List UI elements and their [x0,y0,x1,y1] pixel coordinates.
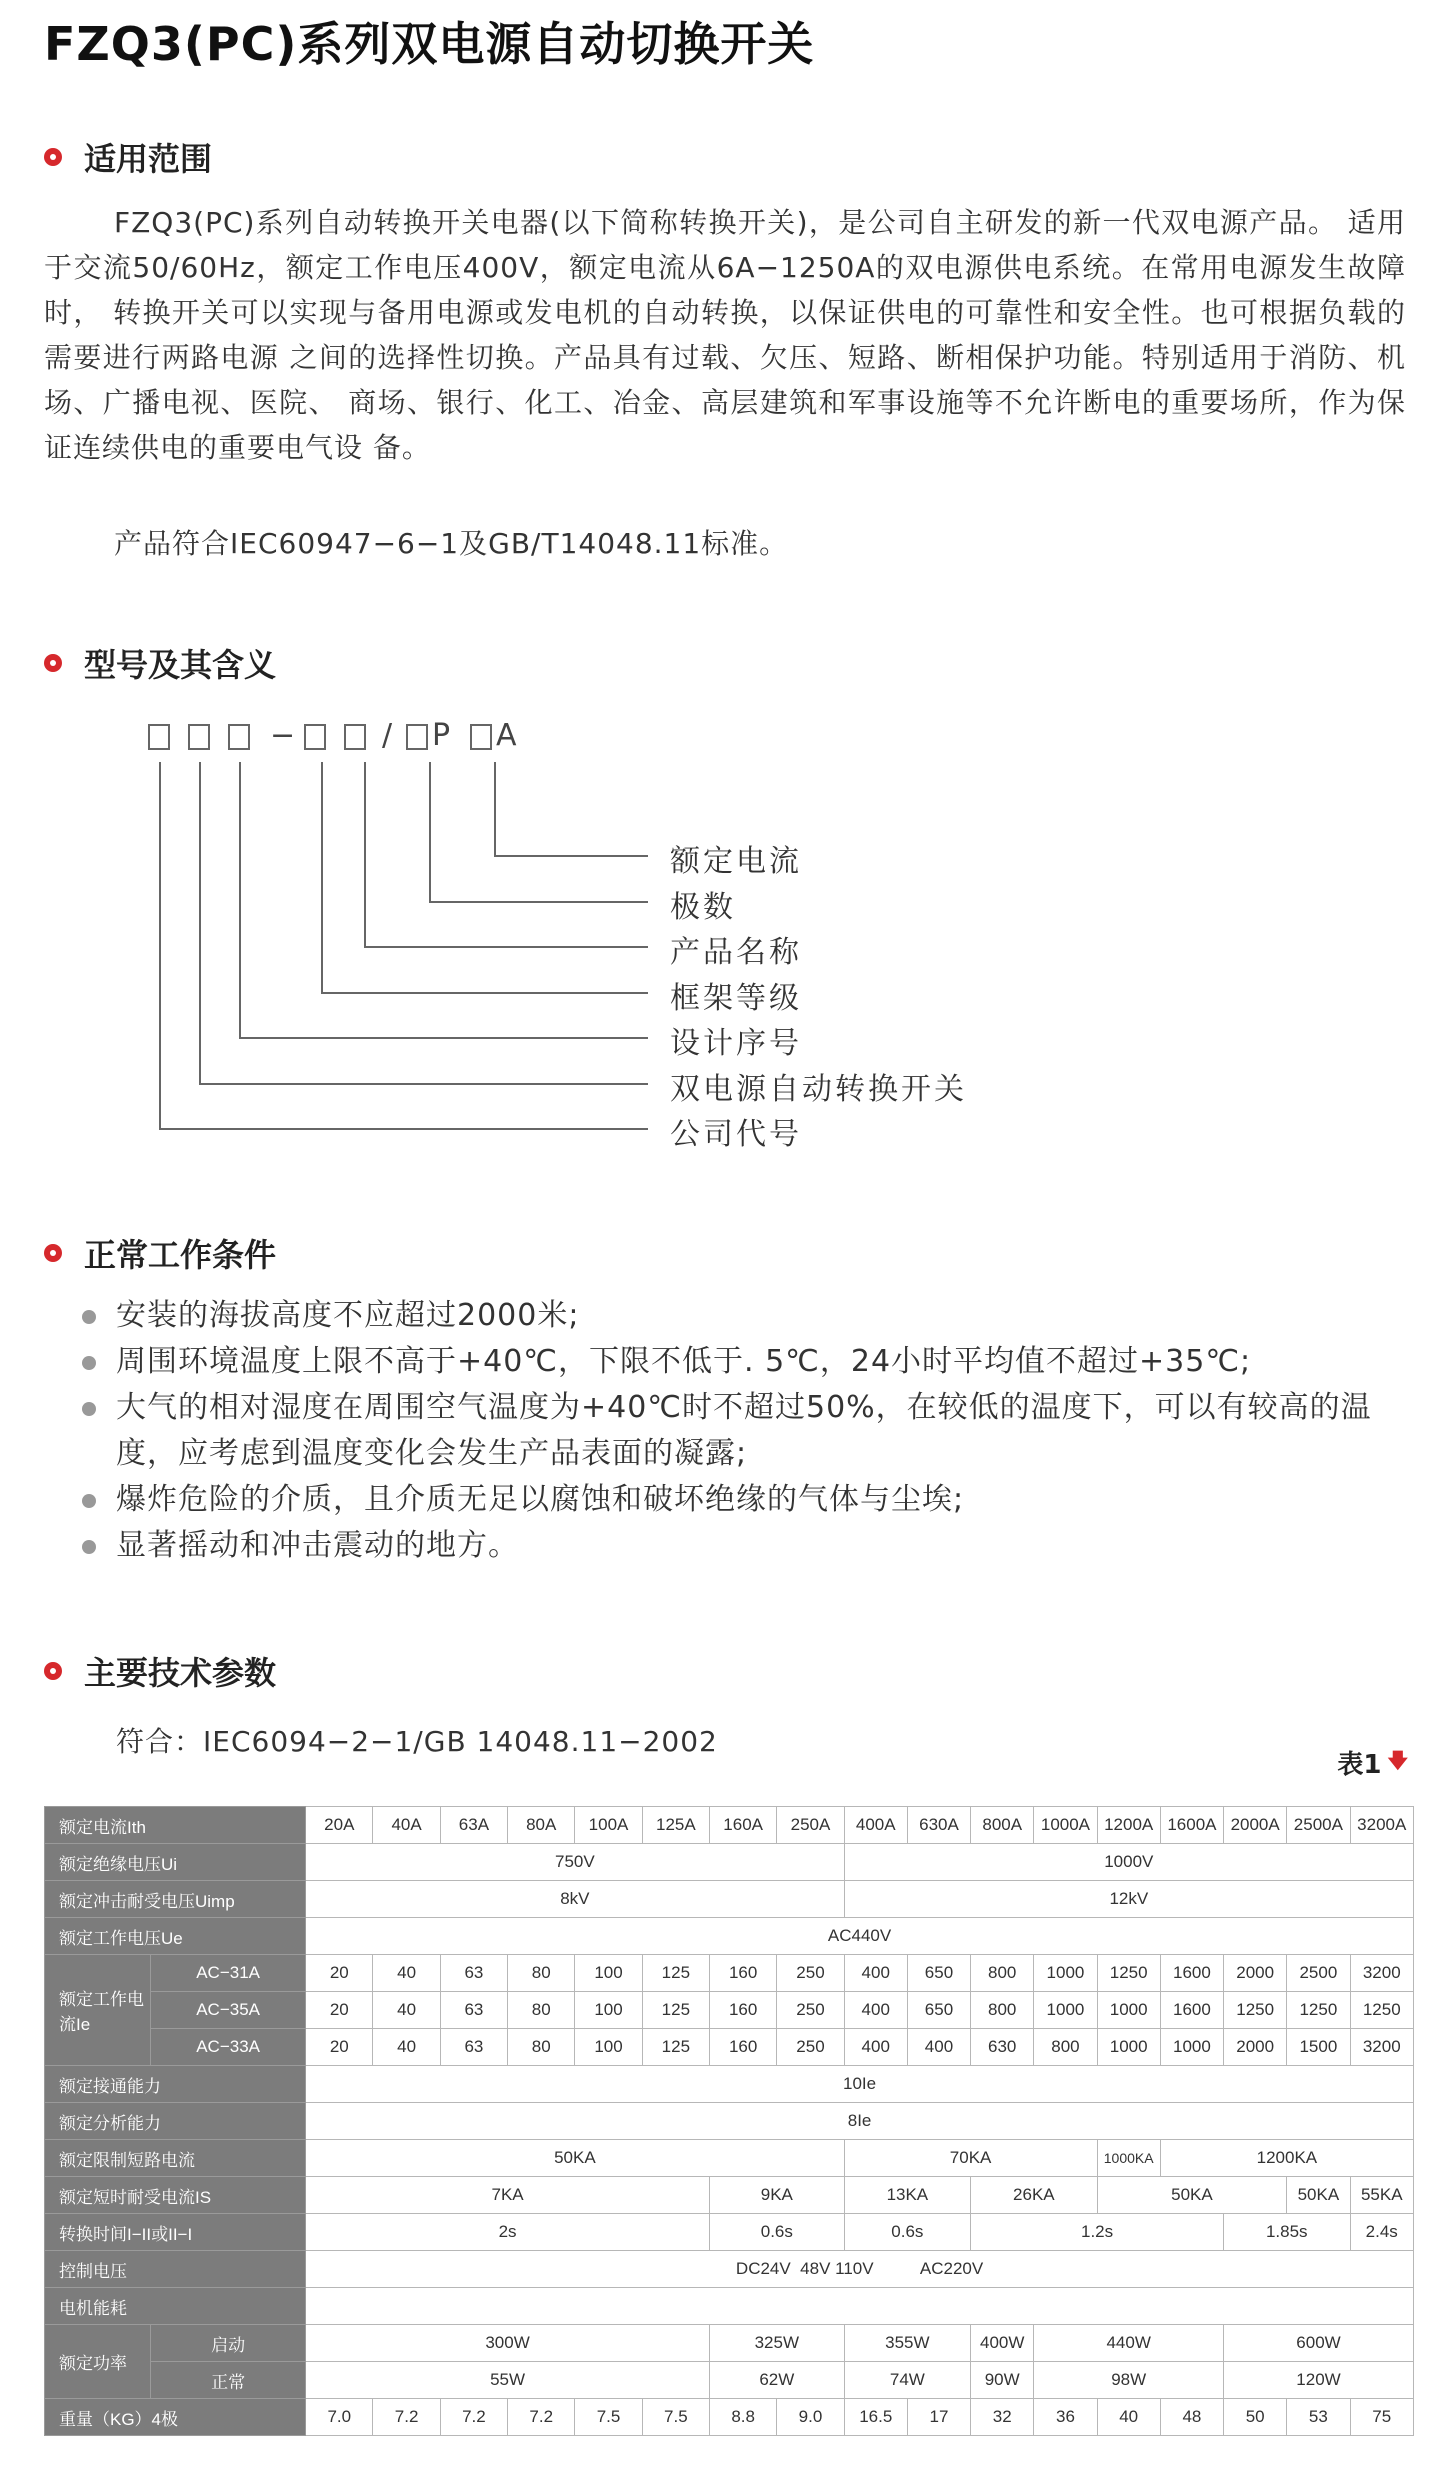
list-item: 显著摇动和冲击震动的地方。 [82,1523,1412,1569]
row-label: 重量（KG）4极 [45,2399,306,2436]
table-cell: 125 [642,2029,709,2066]
table-row [45,2140,1414,2177]
grey-bullet-icon [82,1494,96,1508]
code-p: P [432,718,451,753]
table-cell: 750V [306,1844,845,1881]
table-row [45,2103,1414,2140]
table-cell: 74W [844,2362,970,2399]
table-cell: 800 [971,1992,1034,2029]
table-row [45,2362,1414,2399]
grey-bullet-icon [82,1540,96,1554]
table-cell: 7.2 [508,2399,575,2436]
table-row [45,2177,1414,2214]
table-row [45,2325,1414,2362]
model-label-rated-current: 额定电流 [670,844,802,879]
red-bullet-icon [44,1244,62,1262]
table-cell: 650 [907,1992,970,2029]
row-label: 额定限制短路电流 [45,2140,306,2177]
table-reference: 表1 🡇 [1337,1747,1408,1780]
table-cell: 2000 [1224,2029,1287,2066]
spec-table [44,1806,1414,2436]
list-item: 爆炸危险的介质，且介质无足以腐蚀和破坏绝缘的气体与尘埃; [82,1477,1412,1523]
rated-current-cell: 1600A [1160,1807,1223,1844]
table-cell: 630 [971,2029,1034,2066]
rated-current-cell: 40A [373,1807,440,1844]
table-cell: 1000 [1097,2029,1160,2066]
table-cell: 80 [508,1955,575,1992]
rated-current-cell: 2000A [1224,1807,1287,1844]
table-cell: 80 [508,2029,575,2066]
table-row [45,1881,1414,1918]
rated-current-cell: 160A [710,1807,777,1844]
table-cell: 100 [575,1955,642,1992]
page-title: FZQ3(PC)系列双电源自动切换开关 [44,17,815,71]
table-row [45,1955,1414,1992]
row-label: 额定冲击耐受电压Uimp [45,1881,306,1918]
table-row [45,2214,1414,2251]
table-cell: 98W [1034,2362,1224,2399]
section-title: 主要技术参数 [84,1654,277,1692]
table-cell: 400W [971,2325,1034,2362]
table-cell: 400 [844,2029,907,2066]
rated-current-cell: 1200A [1097,1807,1160,1844]
table-cell: 9.0 [777,2399,844,2436]
table-cell: 26KA [971,2177,1097,2214]
table-cell: 80 [508,1992,575,2029]
scope-standard: 产品符合IEC60947−6−1及GB/T14048.11标准。 [114,527,789,560]
table-cell: 40 [373,2029,440,2066]
rated-current-cell: 80A [508,1807,575,1844]
table-cell: 2500 [1287,1955,1350,1992]
table-cell: 7.5 [575,2399,642,2436]
table-cell: 100 [575,1992,642,2029]
table-row [45,1992,1414,2029]
table-cell: DC24V 48V 110V AC220V [306,2251,1414,2288]
table-row [45,1918,1414,1955]
table-cell: 2s [306,2214,710,2251]
table-cell: 1600 [1160,1955,1223,1992]
section-title: 型号及其含义 [84,646,277,684]
table-cell: 250 [777,2029,844,2066]
table-cell: 9KA [710,2177,845,2214]
table-cell: 55KA [1350,2177,1414,2214]
red-bullet-icon [44,1662,62,1680]
table-cell: 3200 [1350,2029,1414,2066]
table-row [45,2029,1414,2066]
row-label: 额定工作电流Ie [45,1955,151,2066]
rated-current-cell: 800A [971,1807,1034,1844]
params-standard: 符合：IEC6094−2−1/GB 14048.11−2002 [116,1725,718,1758]
row-label: 额定绝缘电压Ui [45,1844,306,1881]
code-dash: − [270,718,296,753]
row-label: 控制电压 [45,2251,306,2288]
table-cell: 8Ie [306,2103,1414,2140]
row-label: 额定接通能力 [45,2066,306,2103]
table-cell: 1000 [1097,1992,1160,2029]
table-cell: 120W [1224,2362,1414,2399]
section-title: 正常工作条件 [84,1236,277,1274]
table-cell: 75 [1350,2399,1414,2436]
table-cell: 12kV [844,1881,1413,1918]
table-cell: 650 [907,1955,970,1992]
table-cell: 400 [844,1955,907,1992]
rated-current-cell: 250A [777,1807,844,1844]
table-cell: 300W [306,2325,710,2362]
row-sublabel: AC−35A [151,1992,306,2029]
table-row [45,2288,1414,2325]
table-cell: 100 [575,2029,642,2066]
table-cell: 90W [971,2362,1034,2399]
table-cell [306,2288,1414,2325]
table-cell: 20 [306,1992,373,2029]
table-cell: 53 [1287,2399,1350,2436]
table-cell: 40 [1097,2399,1160,2436]
down-arrow-icon: 🡇 [1387,1747,1408,1772]
table-cell: 7.2 [373,2399,440,2436]
list-item: 周围环境温度上限不高于+40℃，下限不低于. 5℃，24小时平均值不超过+35℃; [82,1339,1412,1385]
grey-bullet-icon [82,1402,96,1416]
table-row [45,2399,1414,2436]
table-cell: 40 [373,1955,440,1992]
rated-current-cell: 1000A [1034,1807,1097,1844]
table-cell: 32 [971,2399,1034,2436]
table-cell: 1.85s [1224,2214,1350,2251]
table-cell: 16.5 [844,2399,907,2436]
table-cell: 400 [844,1992,907,2029]
table-cell: 325W [710,2325,845,2362]
list-item: 安装的海拔高度不应超过2000米; [82,1293,1412,1339]
table-row [45,1844,1414,1881]
row-label: 额定电流Ith [45,1807,306,1844]
table-cell: 7.2 [440,2399,507,2436]
section-heading-conditions [44,1230,276,1276]
table-cell: 50 [1224,2399,1287,2436]
table-cell: 20 [306,2029,373,2066]
rated-current-cell: 63A [440,1807,507,1844]
model-label-switch-type: 双电源自动转换开关 [670,1072,967,1107]
table-row [45,1807,1414,1844]
code-slash: / [382,718,393,753]
grey-bullet-icon [82,1356,96,1370]
section-title: 适用范围 [84,140,213,178]
spec-table-body [45,1807,1414,2436]
row-label: 额定功率 [45,2325,151,2399]
code-a: A [496,718,517,753]
table-cell: 800 [1034,2029,1097,2066]
table-cell: 7.0 [306,2399,373,2436]
model-label-company-code: 公司代号 [670,1117,802,1152]
table-cell: 1000 [1034,1955,1097,1992]
table-cell: 0.6s [844,2214,970,2251]
table-cell: 440W [1034,2325,1224,2362]
table-cell: 7.5 [642,2399,709,2436]
table-cell: 40 [373,1992,440,2029]
table-cell: 1250 [1350,1992,1414,2029]
model-label-product-name: 产品名称 [670,935,802,970]
table-cell: 125 [642,1955,709,1992]
table-cell: 1600 [1160,1992,1223,2029]
table-cell: 50KA [1097,2177,1287,2214]
table-cell: 8kV [306,1881,845,1918]
table-cell: 800 [971,1955,1034,1992]
row-sublabel: AC−31A [151,1955,306,1992]
row-sublabel: 启动 [151,2325,306,2362]
model-label-design-no: 设计序号 [670,1026,802,1061]
table-cell: 70KA [844,2140,1097,2177]
table-cell: 1250 [1287,1992,1350,2029]
rated-current-cell: 400A [844,1807,907,1844]
table-cell: AC440V [306,1918,1414,1955]
table-cell: 13KA [844,2177,970,2214]
model-label-frame: 框架等级 [670,981,802,1016]
table-row [45,2251,1414,2288]
table-cell: 50KA [306,2140,845,2177]
rated-current-cell: 630A [907,1807,970,1844]
table-cell: 400 [907,2029,970,2066]
table-cell: 160 [710,2029,777,2066]
row-label: 额定短时耐受电流IS [45,2177,306,2214]
model-label-poles: 极数 [670,890,736,925]
table-row [45,2066,1414,2103]
rated-current-cell: 100A [575,1807,642,1844]
table-cell: 1.2s [971,2214,1224,2251]
list-item: 大气的相对湿度在周围空气温度为+40℃时不超过50%，在较低的温度下，可以有较高的温度，应考虑到温度变化会发生产品表面的凝露; [82,1385,1412,1477]
table-cell: 48 [1160,2399,1223,2436]
table-cell: 125 [642,1992,709,2029]
table-cell: 7KA [306,2177,710,2214]
rated-current-cell: 3200A [1350,1807,1414,1844]
row-sublabel: AC−33A [151,2029,306,2066]
rated-current-cell: 125A [642,1807,709,1844]
table-cell: 1000KA [1097,2140,1160,2177]
table-cell: 63 [440,2029,507,2066]
table-cell: 600W [1224,2325,1414,2362]
table-cell: 355W [844,2325,970,2362]
rated-current-cell: 20A [306,1807,373,1844]
table-cell: 250 [777,1955,844,1992]
row-label: 转换时间I−II或II−I [45,2214,306,2251]
table-cell: 1000V [844,1844,1413,1881]
table-cell: 36 [1034,2399,1097,2436]
table-cell: 50KA [1287,2177,1350,2214]
rated-current-cell: 2500A [1287,1807,1350,1844]
table-cell: 160 [710,1992,777,2029]
table-cell: 62W [710,2362,845,2399]
row-label: 电机能耗 [45,2288,306,2325]
table-cell: 0.6s [710,2214,845,2251]
section-heading-params [44,1648,276,1694]
grey-bullet-icon [82,1310,96,1324]
table-cell: 1500 [1287,2029,1350,2066]
table-cell: 20 [306,1955,373,1992]
row-sublabel: 正常 [151,2362,306,2399]
table-cell: 63 [440,1955,507,1992]
table-cell: 63 [440,1992,507,2029]
table-cell: 1200KA [1160,2140,1413,2177]
table-cell: 3200 [1350,1955,1414,1992]
scope-paragraph: FZQ3(PC)系列自动转换开关电器(以下简称转换开关)，是公司自主研发的新一代双电源产品。 适用于交流50/60Hz，额定工作电压400V，额定电流从6A−1250A的双电源供电系统。在常用电源发生故障时， 转换开关可以实现与备用电源或发电机的自动转换，以保证供电的可靠性和安全性。也可根据负载的需要进行两路电源 之间的选择性切换。产品具有过载、欠压、短路、断相保护功能。特别适用于消防、机场、广播电视、医院、 商场、银行、化工、冶金、高层建筑和军事设施等不允许断电的重要场所，作为保证连续供电的重要电气设 备。 [44,206,1406,464]
table-cell: 1000 [1034,1992,1097,2029]
table-cell: 8.8 [710,2399,777,2436]
row-label: 额定分析能力 [45,2103,306,2140]
conditions-list [82,1293,1412,1569]
table-cell: 2000 [1224,1955,1287,1992]
row-label: 额定工作电压Ue [45,1918,306,1955]
table-cell: 1250 [1097,1955,1160,1992]
table-cell: 1000 [1160,2029,1223,2066]
table-cell: 10Ie [306,2066,1414,2103]
table-cell: 55W [306,2362,710,2399]
table-cell: 2.4s [1350,2214,1414,2251]
table-cell: 160 [710,1955,777,1992]
table-cell: 250 [777,1992,844,2029]
table-cell: 1250 [1224,1992,1287,2029]
table-cell: 17 [907,2399,970,2436]
